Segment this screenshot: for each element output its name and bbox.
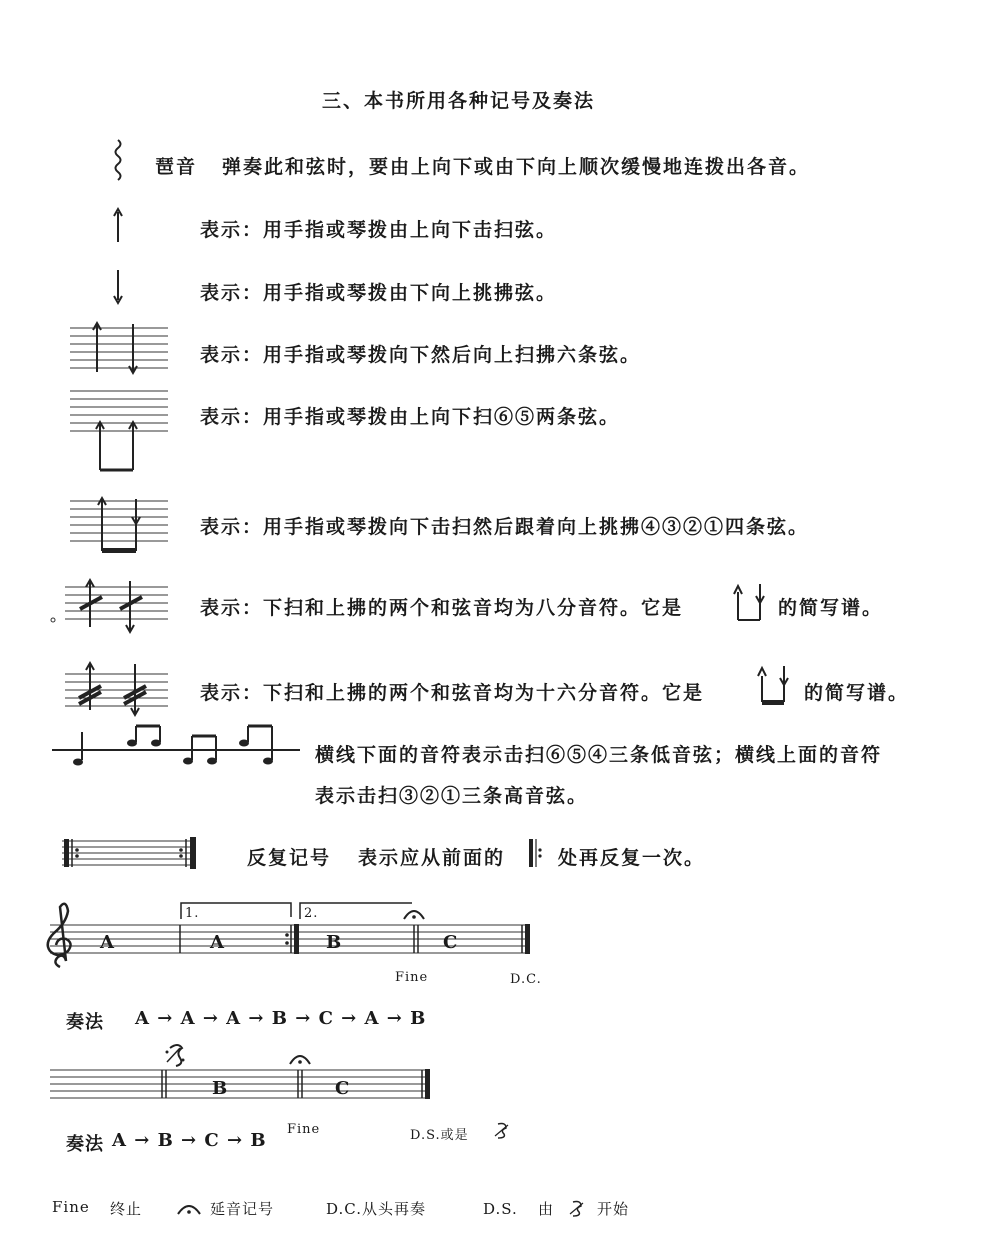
ds-label: D.S.或是 [410,1128,469,1143]
staff-volta [40,895,540,975]
item-four-strings: 表示：用手指或琴拨向下击扫然后跟着向上挑拂④③②①四条弦。 [200,516,810,538]
tab-staff-four-strings [70,495,170,557]
measure-a-volta: A [210,932,225,953]
strum-up-arrow-icon [112,268,124,304]
sixteenth-beam-icon [756,664,792,708]
tab-staff-two-strings [70,385,170,475]
strum-down-arrow-icon [112,208,124,244]
tab-staff-six-strings [70,320,170,376]
legend-fine: Fine [52,1198,90,1216]
eighth-desc-suffix: 的简写谱。 [778,597,884,619]
volta-1-label: 1. [185,906,200,921]
item-two-strings: 表示：用手指或琴拨由上向下扫⑥⑤两条弦。 [200,406,621,428]
legend-ds-end: 开始 [597,1200,630,1218]
repeat-label: 反复记号 [247,847,332,869]
eighth-shorthand-staff [50,575,170,635]
arpeggio-desc: 弹奏此和弦时，要由上向下或由下向上顺次缓慢地连拨出各音。 [222,156,811,178]
legend-ds-mid: 由 [538,1200,555,1218]
legend-dc: D.C.从头再奏 [326,1200,426,1218]
segno-icon [492,1122,512,1140]
repeat-desc-prefix: 表示应从前面的 [358,847,506,869]
sequence-1-label: 奏法 [66,1012,104,1033]
item-six-strings: 表示：用手指或琴拨向下然后向上扫拂六条弦。 [200,344,642,366]
measure-c: C [443,932,459,953]
sequence-2-label: 奏法 [66,1134,104,1155]
legend-ds: D.S. [483,1200,518,1218]
bass-treble-line2: 表示击扫③②①三条高音弦。 [315,785,589,807]
eighth-beam-icon [732,582,768,624]
item-strum-down: 表示：用手指或琴拨由上向下击扫弦。 [200,219,558,241]
sixteenth-shorthand-staff [65,660,170,718]
arpeggio-label: 琶音 [155,156,198,178]
repeat-desc-suffix: 处再反复一次。 [558,847,706,869]
sixteenth-desc-suffix: 的简写谱。 [804,682,910,704]
item-strum-up: 表示：用手指或琴拨由下向上挑拂弦。 [200,282,558,304]
arpeggio-symbol [110,140,126,184]
staff-segno [50,1040,440,1112]
fermata-icon [176,1200,202,1216]
volta-2-label: 2. [304,906,319,921]
sixteenth-desc-prefix: 表示：下扫和上拂的两个和弦音均为十六分音符。它是 [200,682,705,704]
bass-treble-line1: 横线下面的音符表示击扫⑥⑤④三条低音弦；横线上面的音符 [315,744,883,766]
measure-c-2: C [335,1078,351,1099]
repeat-start-icon [528,838,544,868]
repeat-sign-staff [62,835,200,875]
dc-label: D.C. [510,972,542,987]
sequence-2-value: A → B → C → B [112,1130,267,1151]
legend-fine-desc: 终止 [110,1200,143,1218]
bass-treble-rhythm [52,722,302,772]
measure-b-2: B [212,1078,229,1099]
measure-a: A [100,932,115,953]
measure-b: B [326,932,343,953]
segno-icon-legend [567,1200,587,1218]
legend-fermata-desc: 延音记号 [210,1200,275,1218]
fine-label-1: Fine [395,970,429,985]
page-title: 三、本书所用各种记号及奏法 [322,90,596,112]
fine-label-2: Fine [287,1122,321,1137]
sequence-1-value: A → A → A → B → C → A → B [135,1008,427,1029]
eighth-desc-prefix: 表示：下扫和上拂的两个和弦音均为八分音符。它是 [200,597,684,619]
